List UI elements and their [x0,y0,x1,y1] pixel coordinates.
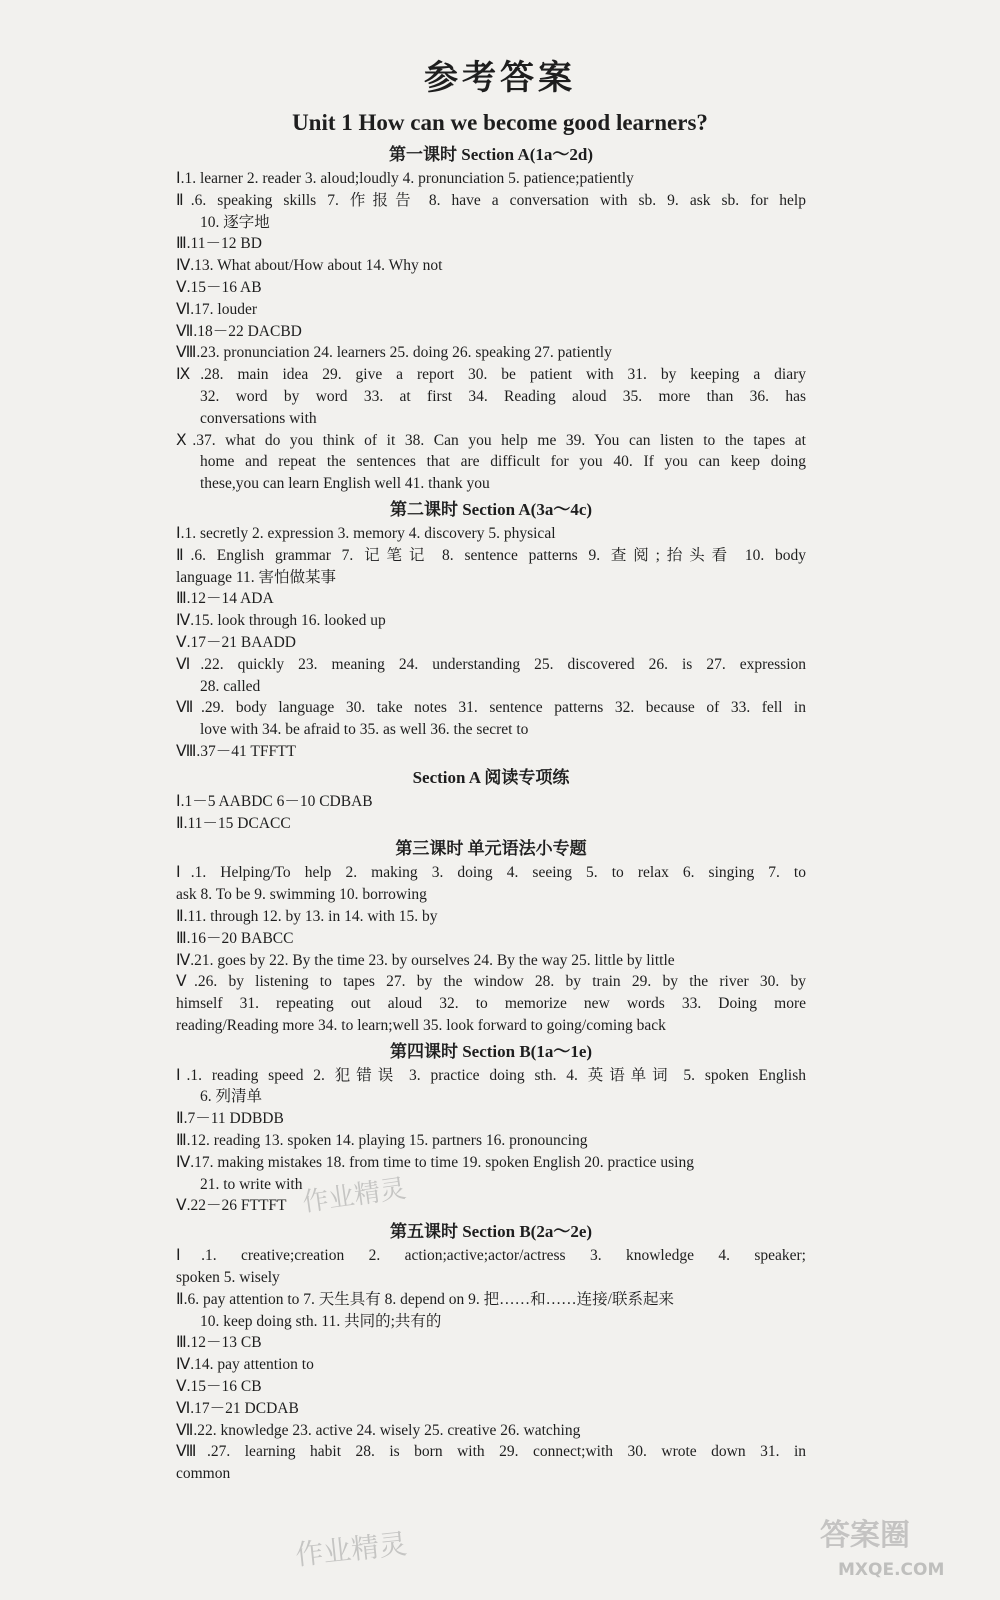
section-heading: 第一课时 Section A(1a～2d) [389,145,593,164]
section-heading: 第二课时 Section A(3a～4c) [389,499,593,519]
answer-line: Ⅶ.22. knowledge 23. active 24. wisely 25. creative 26. watching [176,1421,581,1439]
answer-line: conversations with [200,409,317,427]
answer-line: Ⅱ.11－15 DCACC [176,814,291,832]
answer-content [176,140,806,1485]
answer-line: 10. 逐字地 [200,213,270,231]
answer-line: Ⅰ.1. secretly 2. expression 3. memory 4. discovery 5. physical [176,524,556,542]
answer-line: Ⅱ.6. English grammar 7. 记笔记 8. sentence patterns 9. 查阅;抬头看 10. body [176,546,806,564]
answer-line: Ⅷ.23. pronunciation 24. learners 25. doing 26. speaking 27. patiently [176,344,612,362]
answer-line: Ⅱ.7－11 DDBDB [176,1110,284,1128]
answer-line: Ⅴ.17－21 BAADD [176,633,296,651]
answer-line: Ⅳ.15. look through 16. looked up [176,612,386,630]
answer-line: Ⅰ.1. learner 2. reader 3. aloud;loudly 4. pronunciation 5. patience;patiently [176,170,634,187]
answer-line: 28. called [200,677,261,695]
answer-line: language 11. 害怕做某事 [176,568,336,586]
answer-line: Ⅳ.13. What about/How about 14. Why not [176,257,443,275]
answer-line: Ⅰ.1. reading speed 2. 犯错误 3. practice doing sth. 4. 英语单词 5. spoken English [176,1066,806,1084]
answer-line: Ⅰ.1. Helping/To help 2. making 3. doing 4. seeing 5. to relax 6. singing 7. to [176,864,806,882]
answer-line: spoken 5. wisely [176,1269,280,1287]
answer-line: reading/Reading more 34. to learn;well 35. look forward to going/coming back [176,1016,666,1034]
answer-line: these,you can learn English well 41. thank you [200,475,490,493]
answer-line: Ⅳ.21. goes by 22. By the time 23. by ourselves 24. By the way 25. little by little [176,951,675,969]
answer-line: Ⅹ.37. what do you think of it 38. Can you help me 39. You can listen to the tapes at [176,431,806,449]
answer-line: Ⅶ.18－22 DACBD [176,322,302,340]
answer-line: 6. 列清单 [200,1088,263,1106]
answer-line: himself 31. repeating out aloud 32. to memorize new words 33. Doing more [176,995,806,1013]
answer-line: Ⅰ.1. creative;creation 2. action;active;actor/actress 3. knowledge 4. speaker; [176,1247,806,1265]
answer-line: Ⅷ.37－41 TFFTT [176,742,297,760]
section-heading: Section A 阅读专项练 [412,767,570,787]
answer-line: Ⅳ.17. making mistakes 18. from time to time 19. spoken English 20. practice using [176,1153,694,1171]
watermark-bottom: 作业精灵 [293,1527,409,1572]
watermark-logo: 答案圈 [820,1518,910,1553]
answer-line: Ⅲ.12. reading 13. spoken 14. playing 15. partners 16. pronouncing [176,1132,588,1150]
answer-line: Ⅳ.14. pay attention to [176,1356,314,1374]
section-heading: 第五课时 Section B(2a～2e) [389,1222,593,1242]
answer-line: Ⅱ.6. speaking skills 7. 作报告 8. have a conversation with sb. 9. ask sb. for help [176,191,806,209]
answer-line: Ⅴ.26. by listening to tapes 27. by the window 28. by train 29. by the river 30. by [176,973,806,991]
answer-line: Ⅱ.6. pay attention to 7. 天生具有 8. depend on 9. 把……和……连接/联系起来 [176,1290,674,1308]
answer-line: Ⅲ.12－13 CB [176,1334,262,1352]
section-heading: 第四课时 Section B(1a～1e) [389,1041,593,1061]
watermark-site: MXQE.COM [838,1560,945,1580]
answer-line: Ⅴ.15－16 AB [176,278,262,296]
section-heading: 第三课时 单元语法小专题 [395,839,587,859]
answer-line: Ⅵ.17－21 DCDAB [176,1399,299,1417]
answer-line: Ⅲ.16－20 BABCC [176,929,294,947]
answer-line: 32. word by word 33. at first 34. Reading aloud 35. more than 36. has [200,387,806,405]
answer-line: Ⅱ.11. through 12. by 13. in 14. with 15. by [176,907,438,925]
answer-line: Ⅲ.12－14 ADA [176,590,274,608]
answer-line: Ⅲ.11－12 BD [176,235,262,253]
answer-line: love with 34. be afraid to 35. as well 36. the secret to [200,721,529,739]
watermark-center: 作业精灵 [300,1173,408,1219]
answer-line: 10. keep doing sth. 11. 共同的;共有的 [200,1312,442,1330]
answer-line: Ⅵ.22. quickly 23. meaning 24. understanding 25. discovered 26. is 27. expression [176,655,806,673]
answer-line: common [176,1465,231,1483]
answer-line: home and repeat the sentences that are difficult for you 40. If you can keep doing [200,453,806,471]
answer-line: Ⅴ.15－16 CB [176,1378,262,1396]
answer-line: Ⅴ.22－26 FTTFT [176,1197,287,1215]
answer-line: Ⅶ.29. body language 30. take notes 31. sentence patterns 32. because of 33. fell in [176,699,806,717]
answer-line: Ⅰ.1－5 AABDC 6－10 CDBAB [176,792,373,810]
page-title: 参考答案 [424,58,576,98]
answer-line: Ⅸ.28. main idea 29. give a report 30. be patient with 31. by keeping a diary [176,366,806,384]
answer-line: Ⅷ.27. learning habit 28. is born with 29. connect;with 30. wrote down 31. in [176,1443,806,1461]
answer-line: ask 8. To be 9. swimming 10. borrowing [176,886,427,904]
answer-line: Ⅵ.17. louder [176,300,258,318]
unit-title: Unit 1 How can we become good learners? [292,110,708,135]
answer-line: 21. to write with [200,1175,303,1193]
